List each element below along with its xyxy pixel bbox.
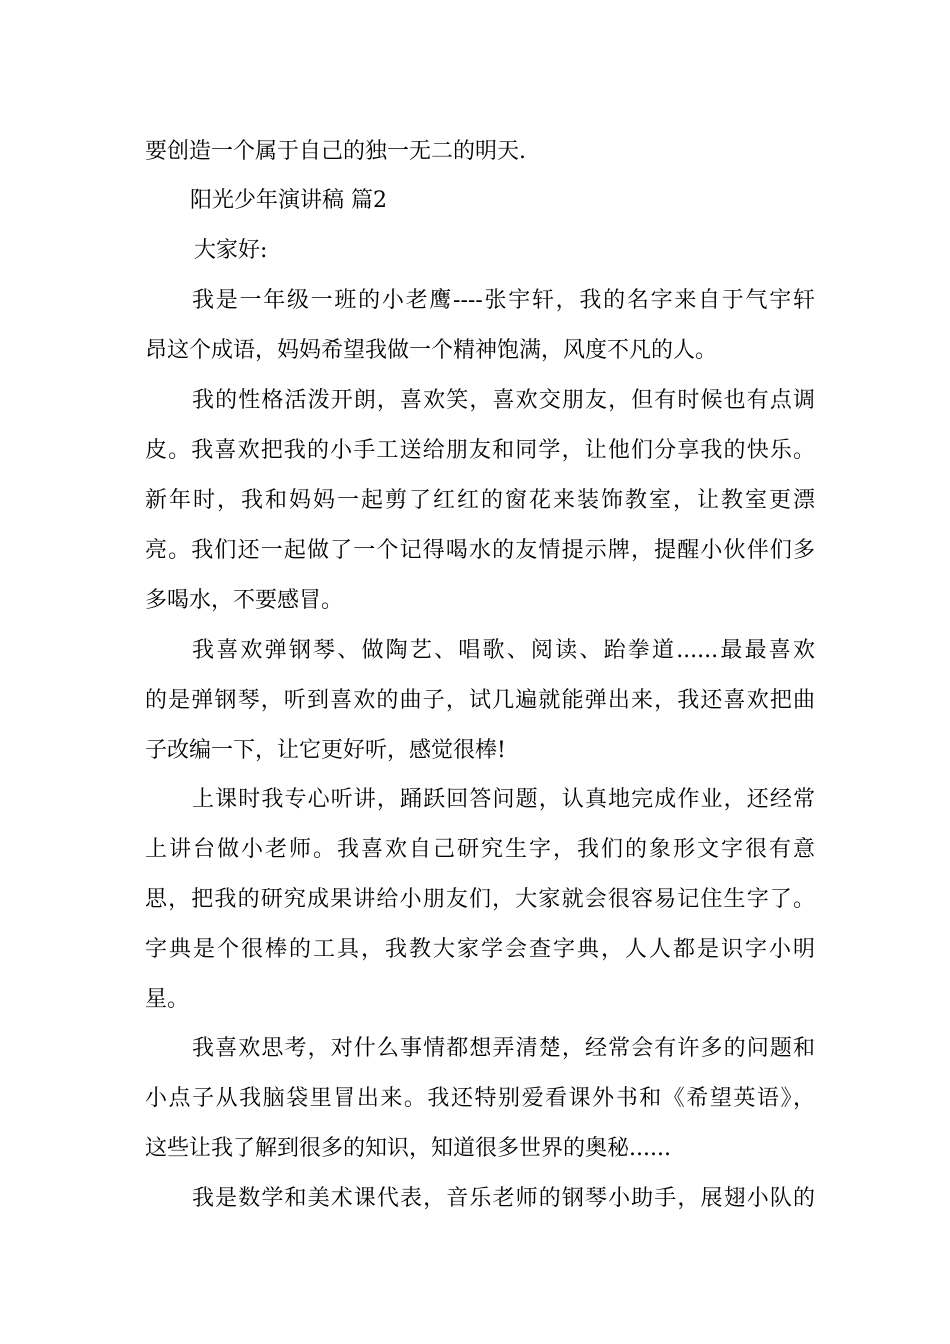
paragraph-line: 思，把我的研究成果讲给小朋友们，大家就会很容易记住生字了。	[145, 887, 815, 912]
paragraph-line: 我是一年级一班的小老鹰----张宇轩，我的名字来自于气宇轩	[192, 288, 815, 313]
paragraph-line: 字典是个很棒的工具，我教大家学会查字典，人人都是识字小明	[145, 937, 815, 962]
paragraph-line: 小点子从我脑袋里冒出来。我还特别爱看课外书和《希望英语》，	[145, 1086, 815, 1111]
paragraph-line: 我喜欢弹钢琴、做陶艺、唱歌、阅读、跆拳道......最最喜欢	[192, 638, 815, 663]
paragraph-line: 我的性格活泼开朗，喜欢笑，喜欢交朋友，但有时候也有点调	[192, 388, 815, 413]
paragraph-line: 星。	[145, 987, 190, 1012]
paragraph-line: 昂这个成语，妈妈希望我做一个精神饱满，风度不凡的人。	[145, 338, 718, 363]
paragraph-line: 上讲台做小老师。我喜欢自己研究生字，我们的象形文字很有意	[145, 837, 815, 862]
paragraph-line: 多喝水，不要感冒。	[145, 588, 344, 613]
paragraph-line: 我喜欢思考，对什么事情都想弄清楚，经常会有许多的问题和	[192, 1036, 815, 1061]
section-heading: 阳光少年演讲稿 篇2	[190, 188, 387, 213]
paragraph-line: 我是数学和美术课代表，音乐老师的钢琴小助手，展翅小队的	[192, 1186, 815, 1211]
paragraph-line: 要创造一个属于自己的独一无二的明天.	[145, 139, 526, 164]
paragraph-line: 亮。我们还一起做了一个记得喝水的友情提示牌，提醒小伙伴们多	[145, 538, 815, 563]
greeting-line: 大家好:	[194, 238, 268, 263]
paragraph-line: 这些让我了解到很多的知识，知道很多世界的奥秘......	[145, 1136, 671, 1161]
paragraph-line: 上课时我专心听讲，踊跃回答问题，认真地完成作业，还经常	[192, 787, 815, 812]
paragraph-line: 子改编一下，让它更好听，感觉很棒!	[145, 738, 506, 763]
paragraph-line: 的是弹钢琴，听到喜欢的曲子，试几遍就能弹出来，我还喜欢把曲	[145, 688, 815, 713]
paragraph-line: 新年时，我和妈妈一起剪了红红的窗花来装饰教室，让教室更漂	[145, 488, 815, 513]
paragraph-line: 皮。我喜欢把我的小手工送给朋友和同学，让他们分享我的快乐。	[145, 438, 815, 463]
